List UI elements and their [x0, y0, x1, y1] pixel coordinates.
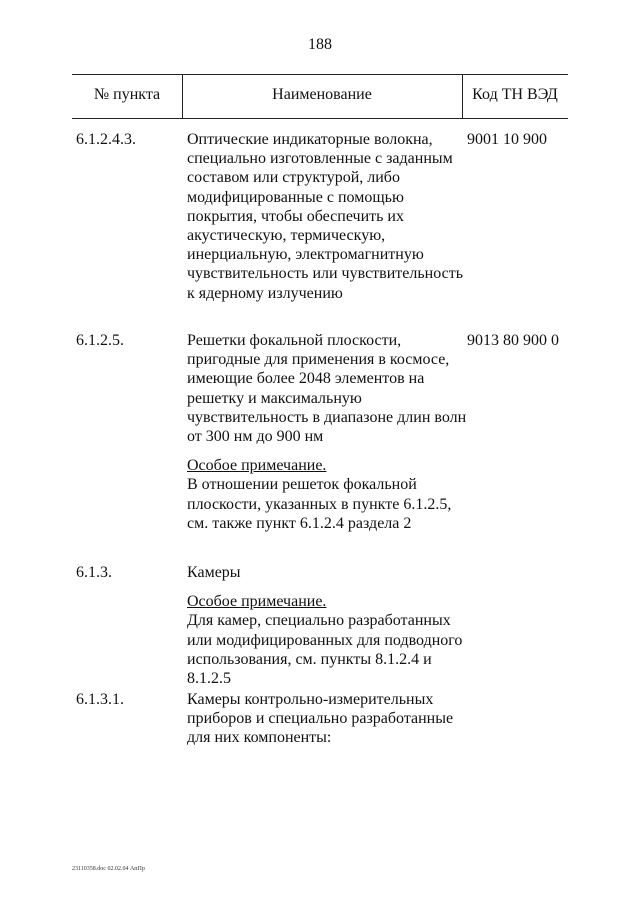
item-cell	[187, 331, 467, 533]
header-code: Код ТН ВЭД	[472, 86, 558, 103]
item-code: 9013 80 900 0	[467, 332, 559, 349]
page-number: 188	[308, 36, 332, 53]
table-header-top-rule	[72, 74, 568, 75]
table-header-bottom-rule	[72, 118, 568, 119]
item-number: 6.1.2.5.	[76, 332, 124, 349]
header-number: № пункта	[93, 86, 161, 103]
item-number: 6.1.2.4.3.	[76, 131, 136, 148]
note-title: Особое примечание.	[187, 593, 327, 611]
item-name: Камеры	[187, 564, 241, 581]
note-title: Особое примечание.	[187, 457, 327, 475]
item-number: 6.1.3.1.	[76, 691, 124, 708]
header-name: Наименование	[272, 86, 372, 103]
note-text: В отношении решеток фокальной плоскости, указанных в пункте 6.1.2.5, см. также пункт 6.1.2.4 раздела 2	[187, 476, 452, 532]
item-name: Оптические индикаторные волокна, специально изготовленные с заданным составом или структурой, либо модифицированные с помощью покрытия, чтобы обеспечить их акустическую, термическую, инерциальную, электромагнитную чувствительность или чувствительность к ядерному излучению	[187, 131, 463, 302]
item-name: Решетки фокальной плоскости, пригодные для применения в космосе, имеющие более 2048 элементов на решетку и максимальную чувствительность в диапазоне длин волн от 300 нм до 900 нм	[187, 332, 467, 446]
note-text: Для камер, специально разработанных или модифицированных для подводного использования, см. пункты 8.1.2.4 и 8.1.2.5	[187, 612, 463, 688]
item-cell	[187, 563, 467, 688]
item-code: 9001 10 900	[467, 131, 547, 148]
document-footer: 23110358.doc 02.02.04 АпПр	[72, 866, 145, 872]
item-number: 6.1.3.	[76, 564, 112, 581]
item-name: Камеры контрольно-измерительных приборов и специально разработанные для них компоненты:	[187, 691, 454, 747]
